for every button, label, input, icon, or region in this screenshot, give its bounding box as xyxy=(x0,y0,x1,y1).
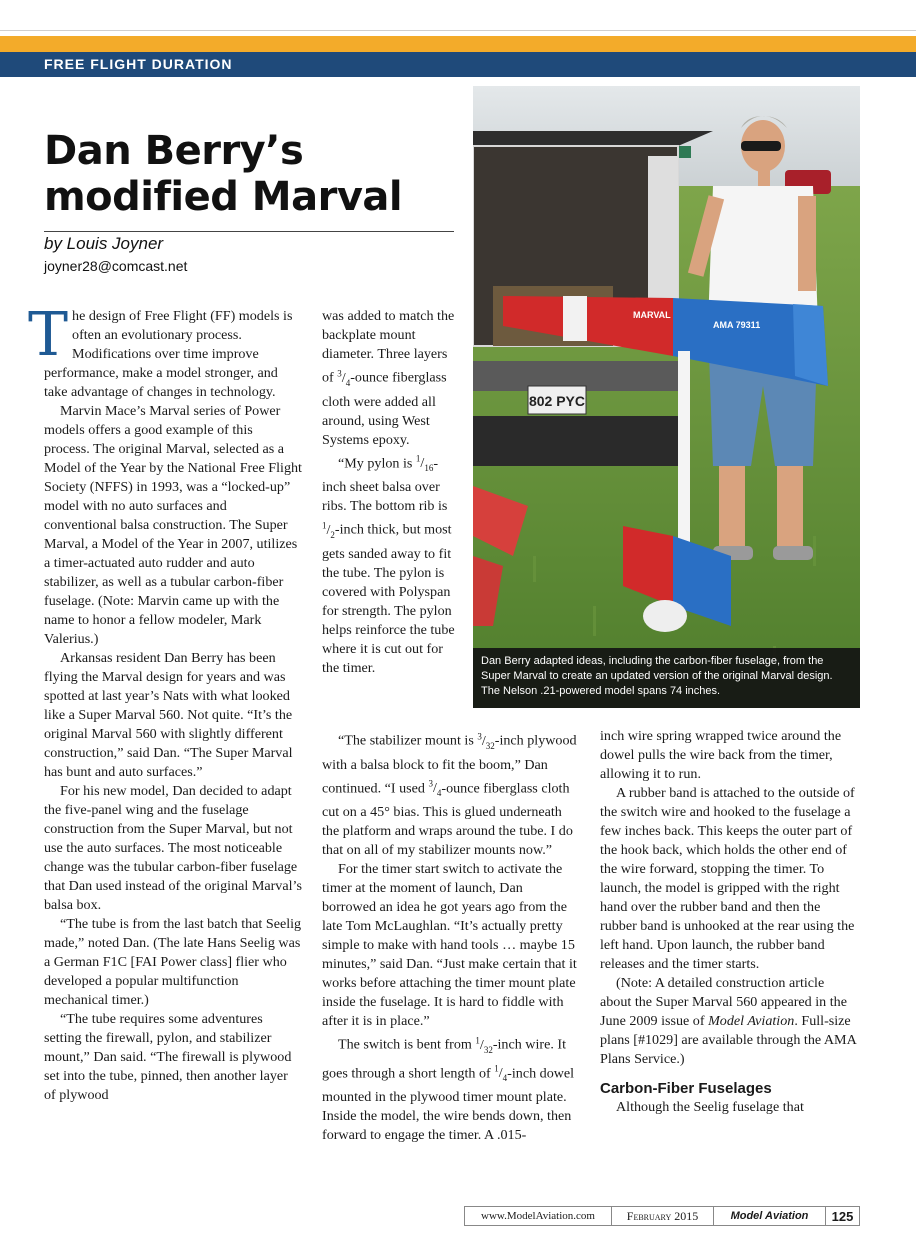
footer-magazine-name: Model Aviation xyxy=(714,1207,826,1225)
byline: by Louis Joyner xyxy=(44,234,164,253)
magazine-name: Model Aviation xyxy=(708,1013,795,1029)
column-1 xyxy=(28,300,302,1105)
paragraph: was added to match the backplate mount diameter. Three layers of $^3/_4$-ounce fiberglass cloth were added all around, using West Systems epoxy. xyxy=(322,308,455,448)
column-2-lower xyxy=(322,727,580,1145)
paragraph: inch wire spring wrapped twice around the dowel pulls the wire back from the timer, allowing it to run. xyxy=(600,728,842,782)
title-line-1: Dan Berry’s xyxy=(44,128,304,174)
paragraph: For his new model, Dan decided to adapt the five-panel wing and the fuselage construction from the Super Marval, but not use the auto surfaces. The most noticeable change was the tubular carbon-fiber fuselage that Dan used instead of the original Marval’s balsa box. xyxy=(44,783,302,913)
footer-website[interactable]: www.ModelAviation.com xyxy=(465,1207,612,1225)
article-title xyxy=(44,128,402,220)
paragraph: A rubber band is attached to the outside of the switch wire and hooked to the fuselage a few inches back. This keeps the outer part of the hook back, which holds the other end of the wire forward, stopping the timer. To launch, the model is gripped with the right hand over the rubber band and then the rubber band is unhooked at the rear using the left hand. Upon launch, the rubber band releases and the timer starts. xyxy=(600,785,855,972)
column-3 xyxy=(600,727,858,1117)
article-photo xyxy=(473,86,860,708)
photo-illustration xyxy=(473,86,860,708)
license-plate-text: 802 PYC xyxy=(528,393,586,409)
photo-caption: Dan Berry adapted ideas, including the carbon-fiber fuselage, from the Super Marval to create an updated version of the original Marval design. The Nelson .21-powered model spans 74 inches. xyxy=(473,648,860,708)
wing-label-ama: AMA 79311 xyxy=(713,320,761,330)
paragraph: The design of Free Flight (FF) models is often an evolutionary process. Modifications over time improve performance, make a model stronger, and take advantage of changes in technology. xyxy=(28,300,293,400)
paragraph: “My pylon is $^1/_{16}$-inch sheet balsa over ribs. The bottom rib is $^1/_2$-inch thick, but most gets sanded away to fit the tube. The pylon is covered with Polyspan for strength. The pylon helps reinforce the tube where it is cut out for the timer. xyxy=(322,453,455,676)
page-footer xyxy=(464,1206,860,1226)
paragraph: “The stabilizer mount is $^3/_{32}$-inch plywood with a balsa block to fit the boom,” Dan continued. “I used $^3/_4$-ounce fiberglass cloth cut on a 45° bias. This is glued underneath the platform and wraps around the tube. I do that on all of my stabilizer mounts now.” xyxy=(322,731,577,858)
footer-issue-date: February 2015 xyxy=(612,1207,714,1225)
header-orange-band xyxy=(0,36,916,52)
subheading: Carbon-Fiber Fuselages xyxy=(600,1080,772,1097)
top-rule xyxy=(0,30,916,31)
paragraph: (Note: A detailed construction article about the Super Marval 560 appeared in the June 2009 issue of Model Aviation. Full-size plans [#1029] are available through the AMA Plans Service.) xyxy=(600,975,856,1067)
page-number: 125 xyxy=(831,1208,854,1224)
paragraph: “The tube requires some adventures setting the firewall, pylon, and stabilizer mount,” Dan said. “The firewall is plywood set into the tube, pinned, then another layer of plywood xyxy=(44,1011,292,1103)
drop-cap: T xyxy=(28,300,69,370)
paragraph: Marvin Mace’s Marval series of Power models offers a good example of this process. The original Marval, selected as a Model of the Year by the National Free Flight Society (NFFS) in 1993, was a “locked-up” model with no auto surfaces and conventional balsa construction. The Super Marval, a Model of the Year in 2007, utilizes a timer-actuated auto rudder and auto stabilizer, as well as a tubular carbon-fiber fuselage. (Note: Marvin came up with the name to honor a fellow modeler, Mark Valerius.) xyxy=(44,403,302,647)
author-email[interactable]: joyner28@comcast.net xyxy=(44,258,188,274)
paragraph: “The tube is from the last batch that Seelig made,” noted Dan. (The late Hans Seelig was a German F1C [FAI Power class] flier who developed a popular multifunction mechanical timer.) xyxy=(44,916,302,1008)
section-label: FREE FLIGHT DURATION xyxy=(44,56,233,72)
paragraph: For the timer start switch to activate the timer at the moment of launch, Dan borrowed an idea he got years ago from the late Tom McLaughlan. “It’s actually pretty simple to make with hand tools … maybe 15 minutes,” said Dan. “Just make certain that it works before attaching the timer mount plate inside the fuselage. It is hard to fiddle with after it is in place.” xyxy=(322,861,577,1029)
title-line-2: modified Marval xyxy=(44,174,403,220)
title-rule xyxy=(44,231,454,232)
paragraph: The switch is bent from $^1/_{32}$-inch wire. It goes through a short length of $^1/_4$-inch dowel mounted in the plywood timer mount plate. Inside the model, the wire bends down, then forward to engage the timer. A .015- xyxy=(322,1035,575,1143)
paragraph: Although the Seelig fuselage that xyxy=(616,1099,804,1115)
wing-label-marval: MARVAL xyxy=(633,310,671,320)
column-2-upper xyxy=(322,307,458,678)
paragraph: Arkansas resident Dan Berry has been flying the Marval design for years and was spotted at last year’s Nats with what looked like a Super Marval 560. Not quite. “It’s the original Marval 560 with slightly different construction,” said Dan. “The Super Marval has bunt and auto surfaces.” xyxy=(44,650,293,780)
